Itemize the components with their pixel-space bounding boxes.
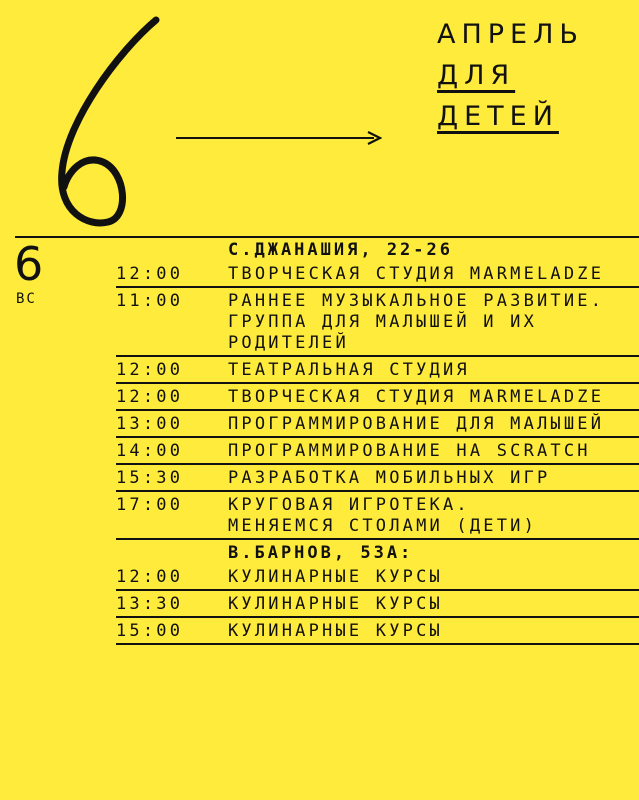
event-time: 13:00 [116, 414, 184, 434]
event-row [116, 589, 639, 616]
event-row [116, 355, 639, 382]
event-time: 13:30 [116, 594, 184, 614]
event-row [116, 409, 639, 436]
day-weekday: ВС [16, 291, 37, 307]
event-row [116, 463, 639, 490]
event-title: РАЗРАБОТКА МОБИЛЬНЫХ ИГР [228, 468, 551, 488]
title-month: АПРЕЛЬ [437, 19, 584, 50]
event-row [116, 564, 639, 589]
event-time: 14:00 [116, 441, 184, 461]
event-row [116, 286, 639, 355]
event-time: 12:00 [116, 387, 184, 407]
event-title: ТВОРЧЕСКАЯ СТУДИЯ MARMELADZE [228, 387, 605, 407]
event-time: 15:00 [116, 621, 184, 641]
event-time: 17:00 [116, 495, 184, 515]
event-title: КУЛИНАРНЫЕ КУРСЫ [228, 621, 443, 641]
event-title: ТВОРЧЕСКАЯ СТУДИЯ MARMELADZE [228, 264, 605, 284]
event-row [116, 436, 639, 463]
event-title: КУЛИНАРНЫЕ КУРСЫ [228, 567, 443, 587]
arrow-right-icon [176, 129, 382, 147]
title-kids: ДЕТЕЙ [437, 101, 559, 132]
big-six-graphic [48, 12, 168, 227]
title-for: ДЛЯ [437, 60, 516, 91]
event-time: 12:00 [116, 360, 184, 380]
event-title: КРУГОВАЯ ИГРОТЕКА. МЕНЯЕМСЯ СТОЛАМИ (ДЕТИ) [228, 495, 538, 536]
event-title: ПРОГРАММИРОВАНИЕ ДЛЯ МАЛЫШЕЙ [228, 414, 605, 434]
event-title: КУЛИНАРНЫЕ КУРСЫ [228, 594, 443, 614]
big-six-label: 6 [48, 12, 49, 13]
event-time: 12:00 [116, 264, 184, 284]
event-time: 12:00 [116, 567, 184, 587]
event-row [116, 382, 639, 409]
event-time: 11:00 [116, 291, 184, 311]
event-row [116, 261, 639, 286]
event-title: ПРОГРАММИРОВАНИЕ НА SCRATCH [228, 441, 591, 461]
event-title: ТЕАТРАЛЬНАЯ СТУДИЯ [228, 360, 470, 380]
top-divider [15, 236, 639, 238]
page-title [437, 14, 584, 137]
day-number: 6 [14, 237, 44, 291]
event-time: 15:30 [116, 468, 184, 488]
event-row [116, 616, 639, 645]
event-title: РАННЕЕ МУЗЫКАЛЬНОЕ РАЗВИТИЕ. ГРУППА ДЛЯ МАЛЫШЕЙ И ИХ РОДИТЕЛЕЙ [228, 291, 605, 353]
event-row [116, 490, 639, 538]
location-heading: В.БАРНОВ, 53А: [116, 538, 639, 564]
schedule [116, 239, 639, 645]
location-heading: С.ДЖАНАШИЯ, 22-26 [228, 240, 453, 260]
